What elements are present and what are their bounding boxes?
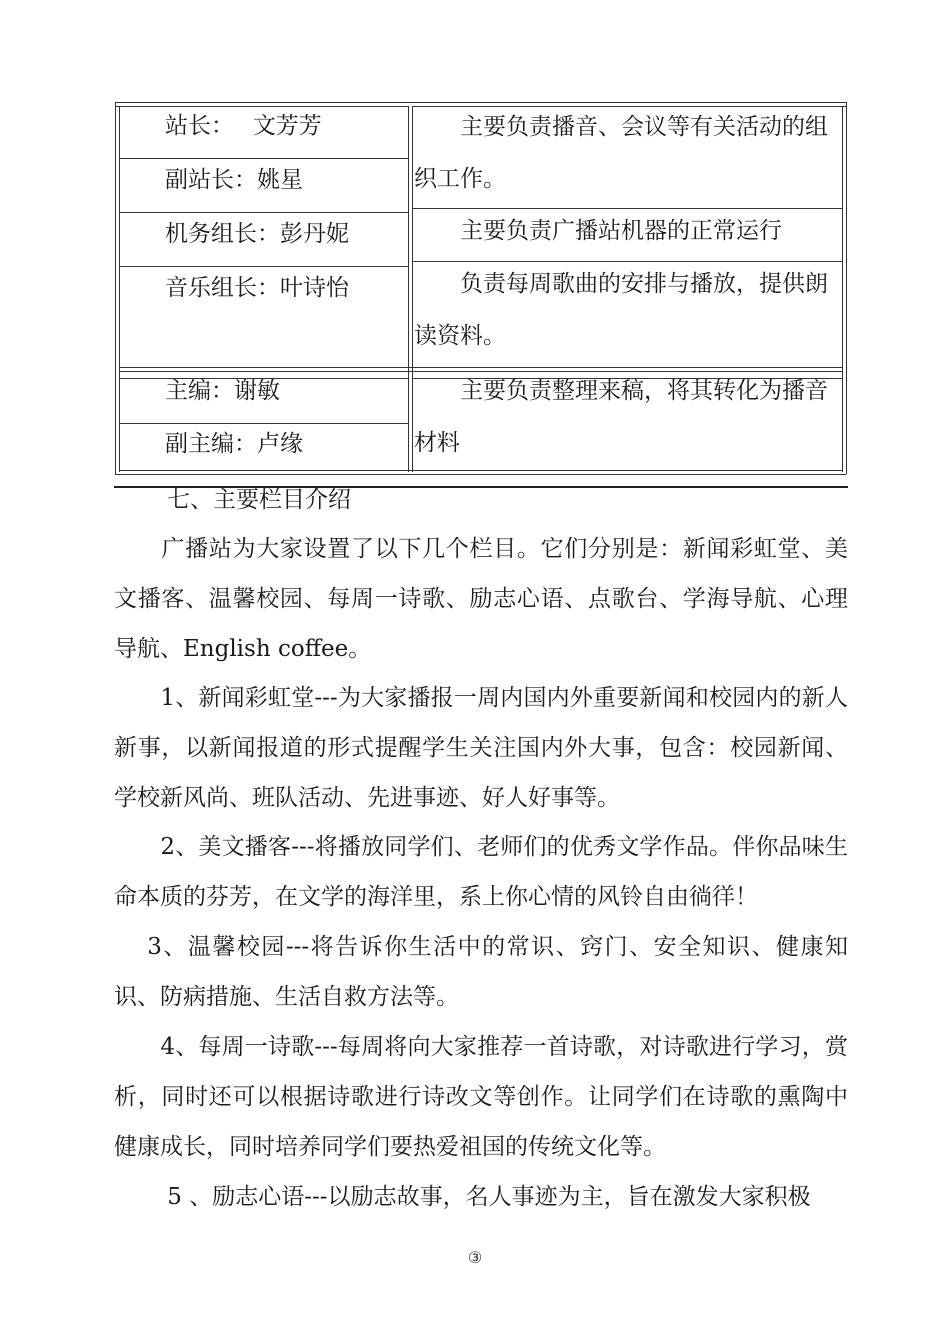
role-music-lead: 音乐组长：叶诗怡 [165, 275, 349, 301]
role-tech-lead: 机务组长：彭丹妮 [165, 221, 349, 247]
duty-station-head: 主要负责播音、会议等有关活动的组织工作。 [414, 114, 828, 192]
column-campus-paragraph: 3、温馨校园---将告诉你生活中的常识、窍门、安全知识、健康知识、防病措施、生活自救方法等。 [114, 934, 848, 1010]
role-chief-editor: 主编：谢敏 [165, 378, 280, 404]
intro-paragraph: 广播站为大家设置了以下几个栏目。它们分别是：新闻彩虹堂、美文播客、温馨校园、每周一诗歌、励志心语、点歌台、学海导航、心理导航、English coffee。 [114, 536, 848, 662]
column-literature-paragraph: 2、美文播客---将播放同学们、老师们的优秀文学作品。伴你品味生命本质的芬芳，在文学的海洋里，系上你心情的风铃自由徜徉！ [114, 834, 848, 910]
page-number: ③ [467, 1248, 483, 1267]
role-deputy-head: 副站长：姚星 [165, 167, 303, 193]
column-poetry-paragraph: 4、每周一诗歌---每周将向大家推荐一首诗歌，对诗歌进行学习，赏析，同时还可以根据诗歌进行诗改文等创作。让同学们在诗歌的熏陶中健康成长，同时培养同学们要热爱祖国的传统文化等。 [114, 1034, 848, 1160]
role-station-head: 站长： 文芳芳 [165, 113, 322, 139]
column-news-paragraph: 1、新闻彩虹堂---为大家播报一周内国内外重要新闻和校园内的新人新事，以新闻报道的形式提醒学生关注国内外大事，包含：校园新闻、学校新风尚、班队活动、先进事迹、好人好事等。 [114, 685, 848, 811]
role-deputy-editor: 副主编：卢缘 [165, 431, 303, 457]
section-heading: 七、主要栏目介绍 [167, 487, 351, 513]
duty-music-lead: 负责每周歌曲的安排与播放，提供朗读资料。 [414, 271, 828, 349]
column-inspiration-paragraph: 5 、励志心语---以励志故事，名人事迹为主，旨在激发大家积极 [114, 1184, 811, 1210]
duty-editors: 主要负责整理来稿，将其转化为播音材料 [414, 378, 828, 456]
duty-tech-lead: 主要负责广播站机器的正常运行 [414, 218, 782, 244]
